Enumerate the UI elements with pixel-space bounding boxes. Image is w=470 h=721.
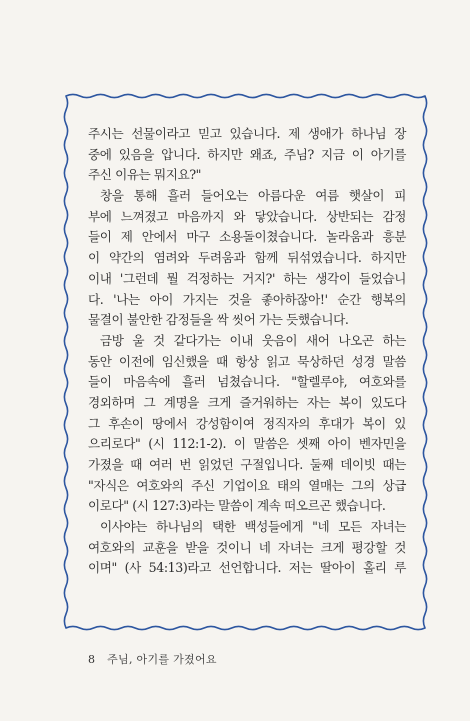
text-line: 다. '나는 아이 가지는 것을 좋아하잖아!' 순간 행복의	[88, 291, 406, 307]
text-line: 동안 이전에 임신했을 때 항상 읽고 묵상하던 성경 말씀	[88, 353, 406, 369]
page-number: 8	[88, 653, 96, 666]
text-line: 그 후손이 땅에서 강성함이여 정직자의 후대가 복이 있	[88, 415, 406, 431]
text-line: 으리로다" (시 112:1-2). 이 말씀은 셋째 아이 벤자민을	[88, 436, 406, 452]
text-line: 물결이 불안한 감정들을 싹 씻어 가는 듯했습니다.	[88, 312, 349, 328]
text-line: 이며" (사 54:13)라고 선언합니다. 저는 딸아이 홀리 루	[88, 560, 406, 576]
text-line: 금방 울 것 같다가는 이내 웃음이 새어 나오곤 하는	[100, 332, 406, 348]
text-line: 들이 제 안에서 마구 소용돌이쳤습니다. 놀라움과 흥분	[88, 229, 406, 245]
text-line: 부에 느껴졌고 마음까지 와 닿았습니다. 상반되는 감정	[88, 208, 406, 224]
running-title: 주님, 아기를 가졌어요	[107, 653, 217, 666]
text-line: 경외하며 그 계명을 크게 즐거워하는 자는 복이 있도다	[88, 394, 406, 410]
text-line: 이사야는 하나님의 택한 백성들에게 "네 모든 자녀는	[100, 519, 406, 535]
page-footer	[88, 651, 217, 667]
text-line: 들이 마음속에 흘러 넘쳤습니다. "할렐루야, 여호와를	[88, 374, 406, 390]
text-line: 이로다" (시 127:3)라는 말씀이 계속 떠오르곤 했습니다.	[88, 498, 386, 514]
text-line: 중에 있음을 압니다. 하지만 왜죠, 주님? 지금 이 아기를	[88, 146, 406, 162]
text-line: 주신 이유는 뭐지요?"	[88, 167, 202, 183]
text-line: 이 약간의 염려와 두려움과 함께 뒤섞였습니다. 하지만	[88, 250, 406, 266]
text-line: 이내 '그런데 뭘 걱정하는 거지?' 하는 생각이 들었습니	[88, 270, 406, 286]
text-line: 주시는 선물이라고 믿고 있습니다. 제 생애가 하나님 장	[88, 126, 406, 141]
text-line: 가졌을 때 여러 번 읽었던 구절입니다. 둘째 데이빗 때는	[88, 457, 406, 472]
text-line: 여호와의 교훈을 받을 것이니 네 자녀는 크게 평강할 것	[88, 539, 406, 555]
body-text	[88, 124, 406, 579]
text-line: 창을 통해 흘러 들어오는 아름다운 여름 햇살이 피	[100, 188, 406, 204]
text-line: "자식은 여호와의 주신 기업이요 태의 열매는 그의 상급	[88, 477, 406, 493]
